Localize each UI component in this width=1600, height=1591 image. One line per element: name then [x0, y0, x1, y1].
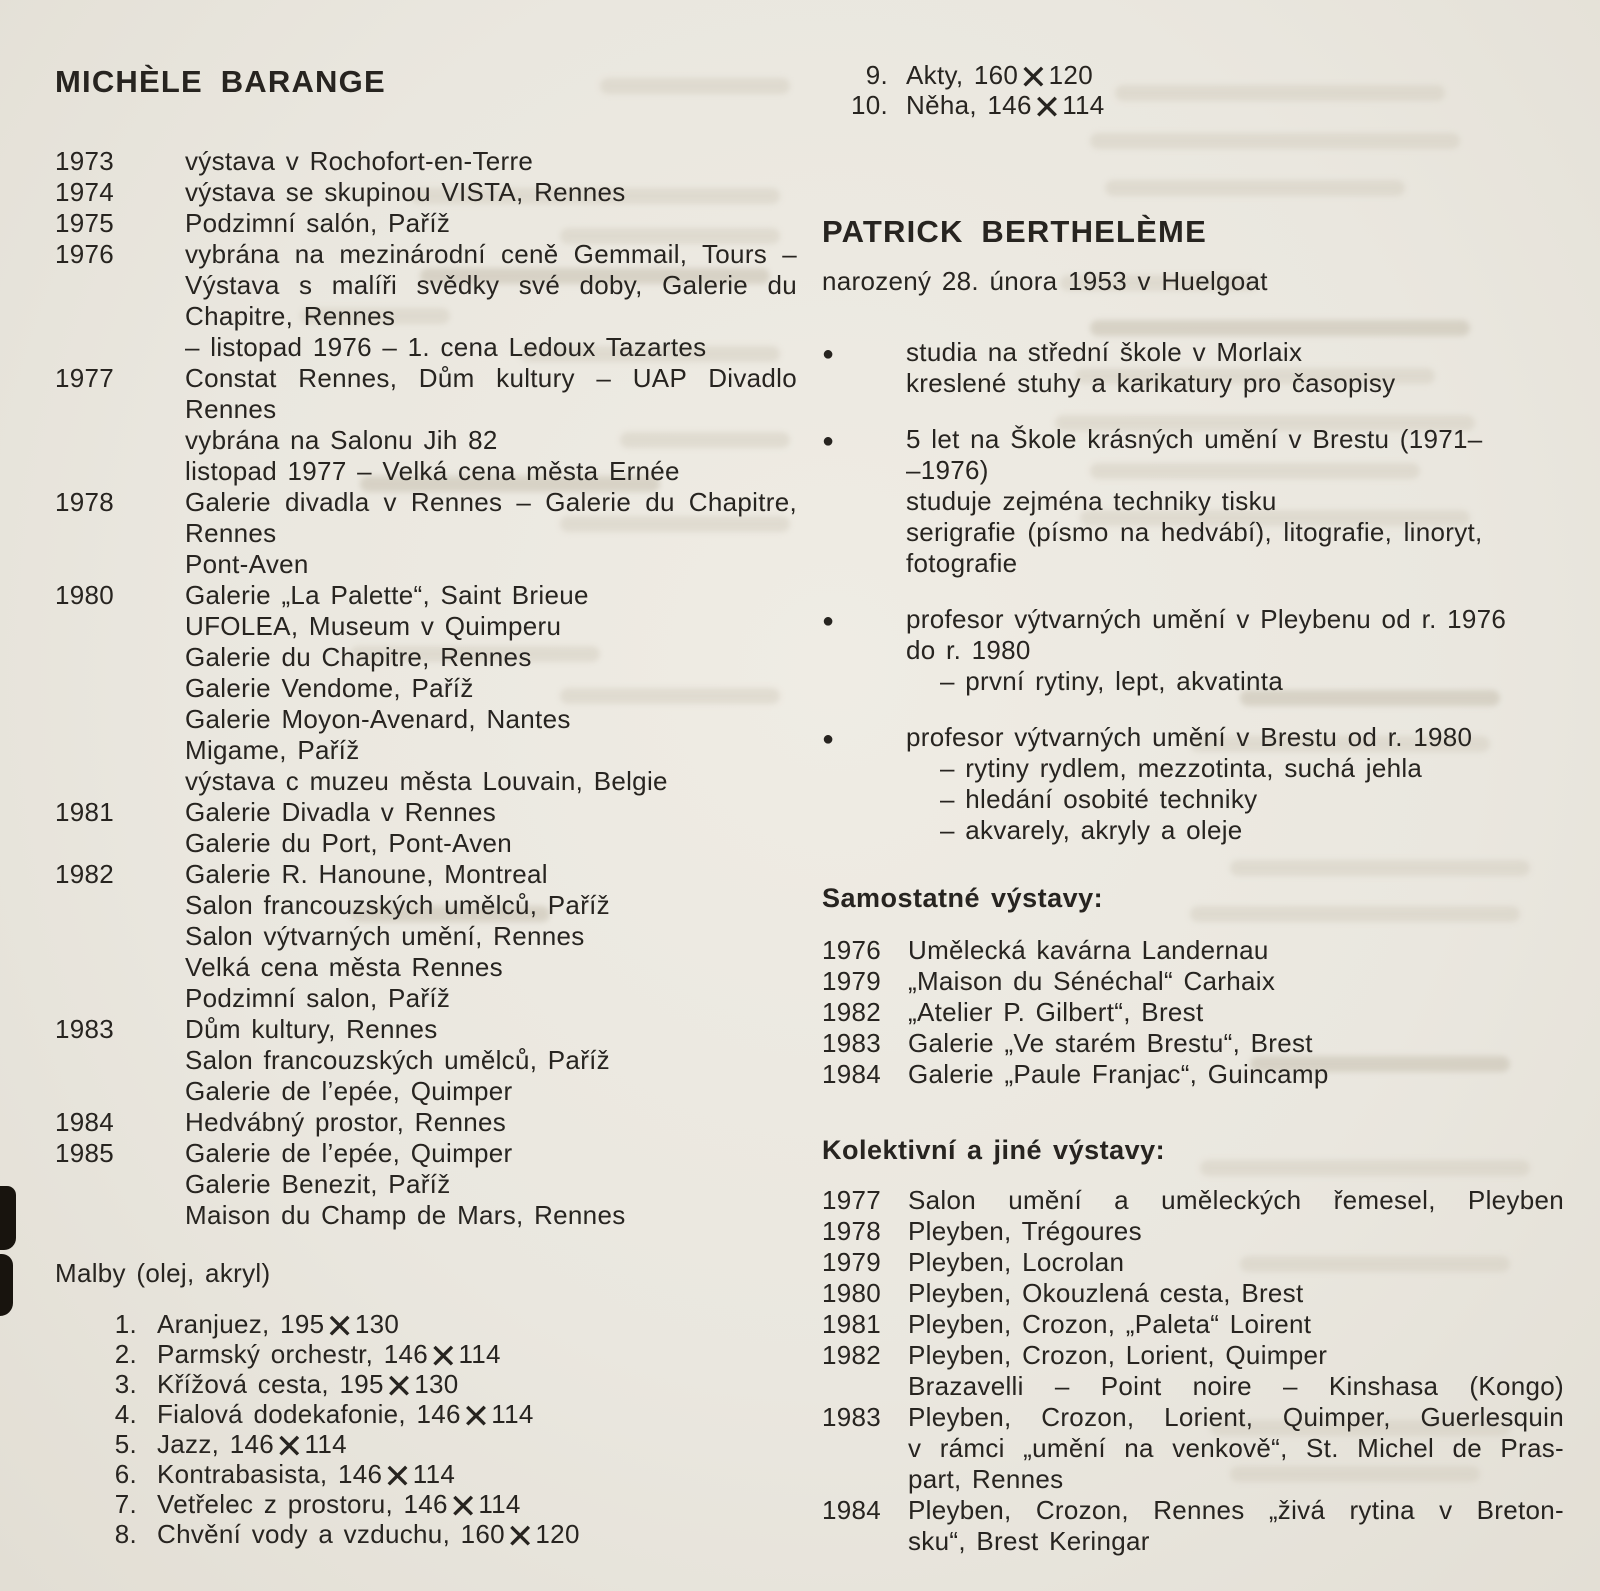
dimension-height: 130 [414, 1369, 459, 1399]
exhibition-entry [55, 1138, 797, 1231]
painting-title-and-size [157, 1517, 580, 1557]
entry-year: 1976 [822, 935, 882, 965]
painting-title: Vetřelec z prostoru, [157, 1489, 393, 1519]
entry-year: 1984 [55, 1107, 115, 1137]
entry-line: Pleyben, Crozon, „Paleta“ Loirent [908, 1309, 1312, 1339]
exhibition-entry [55, 177, 797, 208]
entry-line: vybrána na Salonu Jih 82 [185, 425, 498, 455]
entry-line: Galerie de l’epée, Quimper [185, 1076, 513, 1106]
bullet-line: – hledání osobité techniky [940, 784, 1258, 814]
bullet-line: – rytiny rydlem, mezzotinta, suchá jehla [940, 753, 1423, 783]
painting-number: 9. [865, 60, 888, 90]
biography-bullet-group [822, 337, 1564, 399]
entry-year: 1984 [822, 1059, 882, 1089]
bullet-lines [906, 604, 1506, 697]
entry-year: 1981 [822, 1309, 882, 1339]
entry-lines [185, 208, 797, 239]
entry-lines [908, 1402, 1564, 1495]
entry-line: Galerie „La Palette“, Saint Brieue [185, 580, 589, 610]
bullet-line: – akvarely, akryly a oleje [940, 815, 1243, 845]
bullet-icon: ● [822, 343, 835, 365]
entry-lines [908, 1028, 1564, 1059]
entry-line: výstava v Rochofort-en-Terre [185, 146, 534, 176]
painting-item [73, 1517, 797, 1557]
dimension-width: 195 [280, 1309, 325, 1339]
painting-title-and-size [157, 1397, 534, 1437]
entry-line: Salon francouzských umělců, Paříž [185, 890, 610, 920]
painting-number: 1. [114, 1309, 137, 1339]
entry-year: 1978 [822, 1216, 882, 1246]
bullet-line: –1976) [906, 455, 989, 485]
bullet-line: studia na střední škole v Morlaix [906, 337, 1303, 367]
painting-dimensions [280, 1307, 400, 1347]
entry-line: Dům kultury, Rennes [185, 1014, 438, 1044]
bullet-line: 5 let na Škole krásných umění v Brestu (1971– [906, 424, 1483, 454]
exhibition-entry [55, 1107, 797, 1138]
entry-year: 1977 [822, 1185, 882, 1215]
entry-line: Pleyben, Trégoures [908, 1216, 1142, 1246]
entry-line: Velká cena města Rennes [185, 952, 503, 982]
dimension-width: 146 [987, 90, 1032, 120]
multiplication-x-icon: ✕ [1019, 58, 1048, 98]
entry-line: Galerie du Chapitre, Rennes [185, 642, 532, 672]
painting-number: 6. [114, 1459, 137, 1489]
left-column [55, 64, 797, 1557]
bullet-line: fotografie [906, 548, 1018, 578]
painting-number: 3. [114, 1369, 137, 1399]
bullet-line: do r. 1980 [906, 635, 1031, 665]
entry-line: Galerie Vendome, Paříž [185, 673, 474, 703]
entry-line: Migame, Paříž [185, 735, 360, 765]
painting-dimensions [460, 1517, 580, 1557]
painting-number: 4. [114, 1399, 137, 1429]
artist-name-heading-barange: MICHÈLE BARANGE [55, 64, 386, 99]
entry-year: 1984 [822, 1495, 882, 1525]
dimension-width: 146 [403, 1489, 448, 1519]
painting-title: Aranjuez, [157, 1309, 270, 1339]
multiplication-x-icon: ✕ [428, 1337, 458, 1377]
exhibition-entry [55, 239, 797, 363]
multiplication-x-icon: ✕ [384, 1367, 414, 1407]
entry-line: Galerie Benezit, Paříž [185, 1169, 451, 1199]
entry-line: Constat Rennes, Dům kultury – UAP Divadlo [185, 363, 797, 393]
entry-line: Galerie divadla v Rennes – Galerie du Chapitre, [185, 487, 797, 517]
painting-dimensions [383, 1337, 501, 1377]
entry-lines [908, 1216, 1564, 1247]
paintings-list [55, 1307, 797, 1557]
entry-line: Galerie Moyon-Avenard, Nantes [185, 704, 571, 734]
entry-lines [908, 935, 1564, 966]
entry-year: 1982 [822, 997, 882, 1027]
entry-year: 1979 [822, 966, 882, 996]
paintings-section-heading: Malby (olej, akryl) [55, 1258, 271, 1288]
dimension-width: 146 [383, 1339, 428, 1369]
exhibition-entry [822, 1278, 1564, 1309]
entry-line: Brazavelli – Point noire – Kinshasa (Kongo) [908, 1371, 1564, 1401]
entry-lines [185, 1107, 797, 1138]
entry-lines [908, 1340, 1564, 1402]
entry-year: 1977 [55, 363, 115, 393]
bullet-icon: ● [822, 430, 835, 452]
entry-line: Galerie „Paule Franjac“, Guincamp [908, 1059, 1329, 1089]
multiplication-x-icon: ✕ [461, 1397, 491, 1437]
exhibition-entry [55, 580, 797, 797]
dimension-height: 114 [491, 1399, 534, 1429]
bullet-line: serigrafie (písmo na hedvábí), litografie, linoryt, [906, 517, 1483, 547]
painting-title: Kontrabasista, [157, 1459, 328, 1489]
solo-exhibition-list [822, 935, 1564, 1090]
entry-lines [185, 1138, 797, 1231]
entry-line: Rennes [185, 394, 277, 424]
entry-lines [185, 239, 797, 363]
right-column [822, 60, 1564, 1557]
entry-line: Podzimní salon, Paříž [185, 983, 451, 1013]
entry-lines [908, 997, 1564, 1028]
painting-item [822, 58, 1564, 98]
exhibition-entry [55, 146, 797, 177]
entry-line: Pleyben, Crozon, Lorient, Quimper, Guerlesquin [908, 1402, 1564, 1432]
biography-bullet-group [822, 722, 1564, 846]
entry-line: Pleyben, Crozon, Rennes „živá rytina v Breton- [908, 1495, 1564, 1525]
biography-bullet-list [822, 337, 1564, 846]
painting-number: 7. [114, 1489, 137, 1519]
entry-line: „Maison du Sénéchal“ Carhaix [908, 966, 1276, 996]
entry-year: 1974 [55, 177, 115, 207]
entry-line: Galerie „Ve starém Brestu“, Brest [908, 1028, 1313, 1058]
painting-item [73, 1487, 797, 1527]
exhibition-entry [822, 1402, 1564, 1495]
painting-title-and-size [157, 1487, 521, 1527]
bullet-line: profesor výtvarných umění v Pleybenu od r. 1976 [906, 604, 1507, 634]
painting-number: 10. [850, 90, 888, 120]
painting-item [73, 1307, 797, 1347]
painting-title-and-size [906, 58, 1093, 98]
entry-line: Podzimní salón, Paříž [185, 208, 451, 238]
artist-birth-line: narozený 28. února 1953 v Huelgoat [822, 266, 1268, 296]
bullet-line: studuje zejména techniky tisku [906, 486, 1277, 516]
entry-line: Maison du Champ de Mars, Rennes [185, 1200, 626, 1230]
painting-title: Parmský orchestr, [157, 1339, 374, 1369]
painting-title: Něha, [906, 90, 977, 120]
entry-line: Výstava s malíři svědky své doby, Galerie du [185, 270, 797, 300]
exhibition-entry [822, 1028, 1564, 1059]
entry-year: 1982 [55, 859, 115, 889]
entry-lines [908, 966, 1564, 997]
entry-year: 1975 [55, 208, 115, 238]
entry-year: 1979 [822, 1247, 882, 1277]
bullet-line: profesor výtvarných umění v Brestu od r. 1980 [906, 722, 1473, 752]
multiplication-x-icon: ✕ [325, 1307, 354, 1347]
dimension-height: 120 [1048, 60, 1093, 90]
entry-line: listopad 1977 – Velká cena města Ernée [185, 456, 680, 486]
entry-lines [185, 177, 797, 208]
bullet-icon: ● [822, 610, 835, 632]
entry-lines [908, 1185, 1564, 1216]
entry-line: v rámci „umění na venkově“, St. Michel de Pras- [908, 1433, 1564, 1463]
exhibition-entry [55, 859, 797, 1014]
entry-year: 1983 [55, 1014, 115, 1044]
painting-title-and-size [157, 1307, 400, 1347]
bullet-line: kreslené stuhy a karikatury pro časopisy [906, 368, 1396, 398]
painting-dimensions [403, 1487, 521, 1527]
painting-dimensions [229, 1427, 347, 1467]
entry-year: 1978 [55, 487, 115, 517]
entry-line: Umělecká kavárna Landernau [908, 935, 1269, 965]
entry-year: 1980 [55, 580, 115, 610]
entry-lines [185, 146, 797, 177]
entry-year: 1985 [55, 1138, 115, 1168]
scan-edge-mark [0, 1186, 16, 1250]
painting-item [822, 88, 1564, 128]
exhibition-entry [55, 1014, 797, 1107]
artist-name-heading-bertheleme: PATRICK BERTHELÈME [822, 214, 1207, 249]
dimension-height: 114 [478, 1489, 521, 1519]
entry-line: vybrána na mezinárodní ceně Gemmail, Tours – [185, 239, 797, 269]
painting-item [73, 1427, 797, 1467]
group-exhibitions-heading: Kolektivní a jiné výstavy: [822, 1135, 1166, 1165]
exhibition-entry [822, 935, 1564, 966]
entry-lines [908, 1495, 1564, 1557]
painting-dimensions [973, 58, 1093, 98]
painting-item [73, 1367, 797, 1407]
exhibition-entry [822, 1247, 1564, 1278]
painting-number: 5. [114, 1429, 137, 1459]
painting-title: Jazz, [157, 1429, 220, 1459]
entry-year: 1980 [822, 1278, 882, 1308]
paintings-list-continued [822, 58, 1564, 128]
exhibition-entry [822, 1216, 1564, 1247]
entry-line: Galerie de l’epée, Quimper [185, 1138, 513, 1168]
multiplication-x-icon: ✕ [1032, 88, 1062, 128]
painting-item [73, 1457, 797, 1497]
exhibition-entry [822, 1309, 1564, 1340]
multiplication-x-icon: ✕ [383, 1457, 412, 1497]
entry-year: 1983 [822, 1028, 882, 1058]
entry-line: UFOLEA, Museum v Quimperu [185, 611, 562, 641]
entry-line: Hedvábný prostor, Rennes [185, 1107, 507, 1137]
exhibition-entry [55, 797, 797, 859]
entry-line: part, Rennes [908, 1464, 1064, 1494]
entry-lines [908, 1278, 1564, 1309]
entry-line: Salon výtvarných umění, Rennes [185, 921, 585, 951]
entry-lines [908, 1309, 1564, 1340]
entry-line: Pont-Aven [185, 549, 309, 579]
biography-bullet-group [822, 604, 1564, 697]
exhibition-entry [822, 1495, 1564, 1557]
dimension-width: 160 [460, 1519, 505, 1549]
dimension-height: 130 [354, 1309, 400, 1339]
multiplication-x-icon: ✕ [275, 1427, 304, 1467]
exhibition-entry [55, 487, 797, 580]
entry-line: Salon umění a uměleckých řemesel, Pleyben [908, 1185, 1564, 1215]
bullet-lines [906, 337, 1395, 399]
entry-line: Chapitre, Rennes [185, 301, 396, 331]
painting-item [73, 1397, 797, 1437]
painting-dimensions [416, 1397, 534, 1437]
painting-number: 2. [114, 1339, 137, 1369]
entry-year: 1983 [822, 1402, 882, 1432]
entry-year: 1982 [822, 1340, 882, 1370]
entry-lines [908, 1059, 1564, 1090]
entry-lines [185, 859, 797, 1014]
dimension-width: 160 [973, 60, 1019, 90]
exhibition-entry [822, 966, 1564, 997]
entry-line: „Atelier P. Gilbert“, Brest [908, 997, 1204, 1027]
bullet-lines [906, 722, 1472, 846]
exhibition-entry [822, 1059, 1564, 1090]
bullet-line: – první rytiny, lept, akvatinta [940, 666, 1284, 696]
exhibition-entry [822, 997, 1564, 1028]
dimension-width: 146 [337, 1459, 383, 1489]
exhibition-entry [55, 208, 797, 239]
bullet-lines [906, 424, 1483, 579]
entry-line: výstava se skupinou VISTA, Rennes [185, 177, 626, 207]
painting-title: Křížová cesta, [157, 1369, 329, 1399]
entry-lines [185, 487, 797, 580]
entry-line: Galerie du Port, Pont-Aven [185, 828, 513, 858]
entry-line: výstava c muzeu města Louvain, Belgie [185, 766, 668, 796]
entry-line: – listopad 1976 – 1. cena Ledoux Tazartes [185, 332, 707, 362]
painting-dimensions [337, 1457, 456, 1497]
painting-title-and-size [157, 1367, 459, 1407]
dimension-width: 146 [229, 1429, 274, 1459]
entry-line: Galerie Divadla v Rennes [185, 797, 497, 827]
painting-title: Akty, [906, 60, 964, 90]
entry-lines [185, 580, 797, 797]
painting-title-and-size [157, 1337, 501, 1377]
painting-dimensions [987, 88, 1105, 128]
entry-line: Pleyben, Okouzlená cesta, Brest [908, 1278, 1304, 1308]
painting-item [73, 1337, 797, 1377]
dimension-height: 114 [1062, 90, 1105, 120]
entry-line: Pleyben, Locrolan [908, 1247, 1125, 1277]
dimension-height: 114 [458, 1339, 501, 1369]
entry-lines [185, 363, 797, 487]
multiplication-x-icon: ✕ [448, 1487, 478, 1527]
painting-dimensions [339, 1367, 459, 1407]
entry-line: Salon francouzských umělců, Paříž [185, 1045, 610, 1075]
entry-line: Rennes [185, 518, 277, 548]
painting-title-and-size [157, 1427, 347, 1467]
painting-title-and-size [906, 88, 1105, 128]
bullet-icon: ● [822, 728, 835, 750]
dimension-width: 195 [339, 1369, 384, 1399]
painting-title: Fialová dodekafonie, [157, 1399, 406, 1429]
entry-line: Pleyben, Crozon, Lorient, Quimper [908, 1340, 1328, 1370]
exhibition-entry [822, 1340, 1564, 1402]
barange-exhibition-list [55, 146, 797, 1231]
entry-lines [185, 1014, 797, 1107]
biography-bullet-group [822, 424, 1564, 579]
group-exhibition-list [822, 1185, 1564, 1557]
painting-number: 8. [114, 1519, 137, 1549]
entry-line: sku“, Brest Keringar [908, 1526, 1150, 1556]
dimension-height: 114 [304, 1429, 347, 1459]
dimension-height: 120 [535, 1519, 580, 1549]
entry-lines [185, 797, 797, 859]
exhibition-entry [55, 363, 797, 487]
exhibition-entry [822, 1185, 1564, 1216]
scan-edge-mark [0, 1254, 13, 1316]
entry-line: Galerie R. Hanoune, Montreal [185, 859, 548, 889]
entry-year: 1981 [55, 797, 115, 827]
entry-lines [908, 1247, 1564, 1278]
painting-title: Chvění vody a vzduchu, [157, 1519, 451, 1549]
dimension-width: 146 [416, 1399, 461, 1429]
entry-year: 1973 [55, 146, 115, 176]
dimension-height: 114 [412, 1459, 456, 1489]
painting-title-and-size [157, 1457, 456, 1497]
entry-year: 1976 [55, 239, 115, 269]
solo-exhibitions-heading: Samostatné výstavy: [822, 883, 1104, 913]
multiplication-x-icon: ✕ [505, 1517, 535, 1557]
